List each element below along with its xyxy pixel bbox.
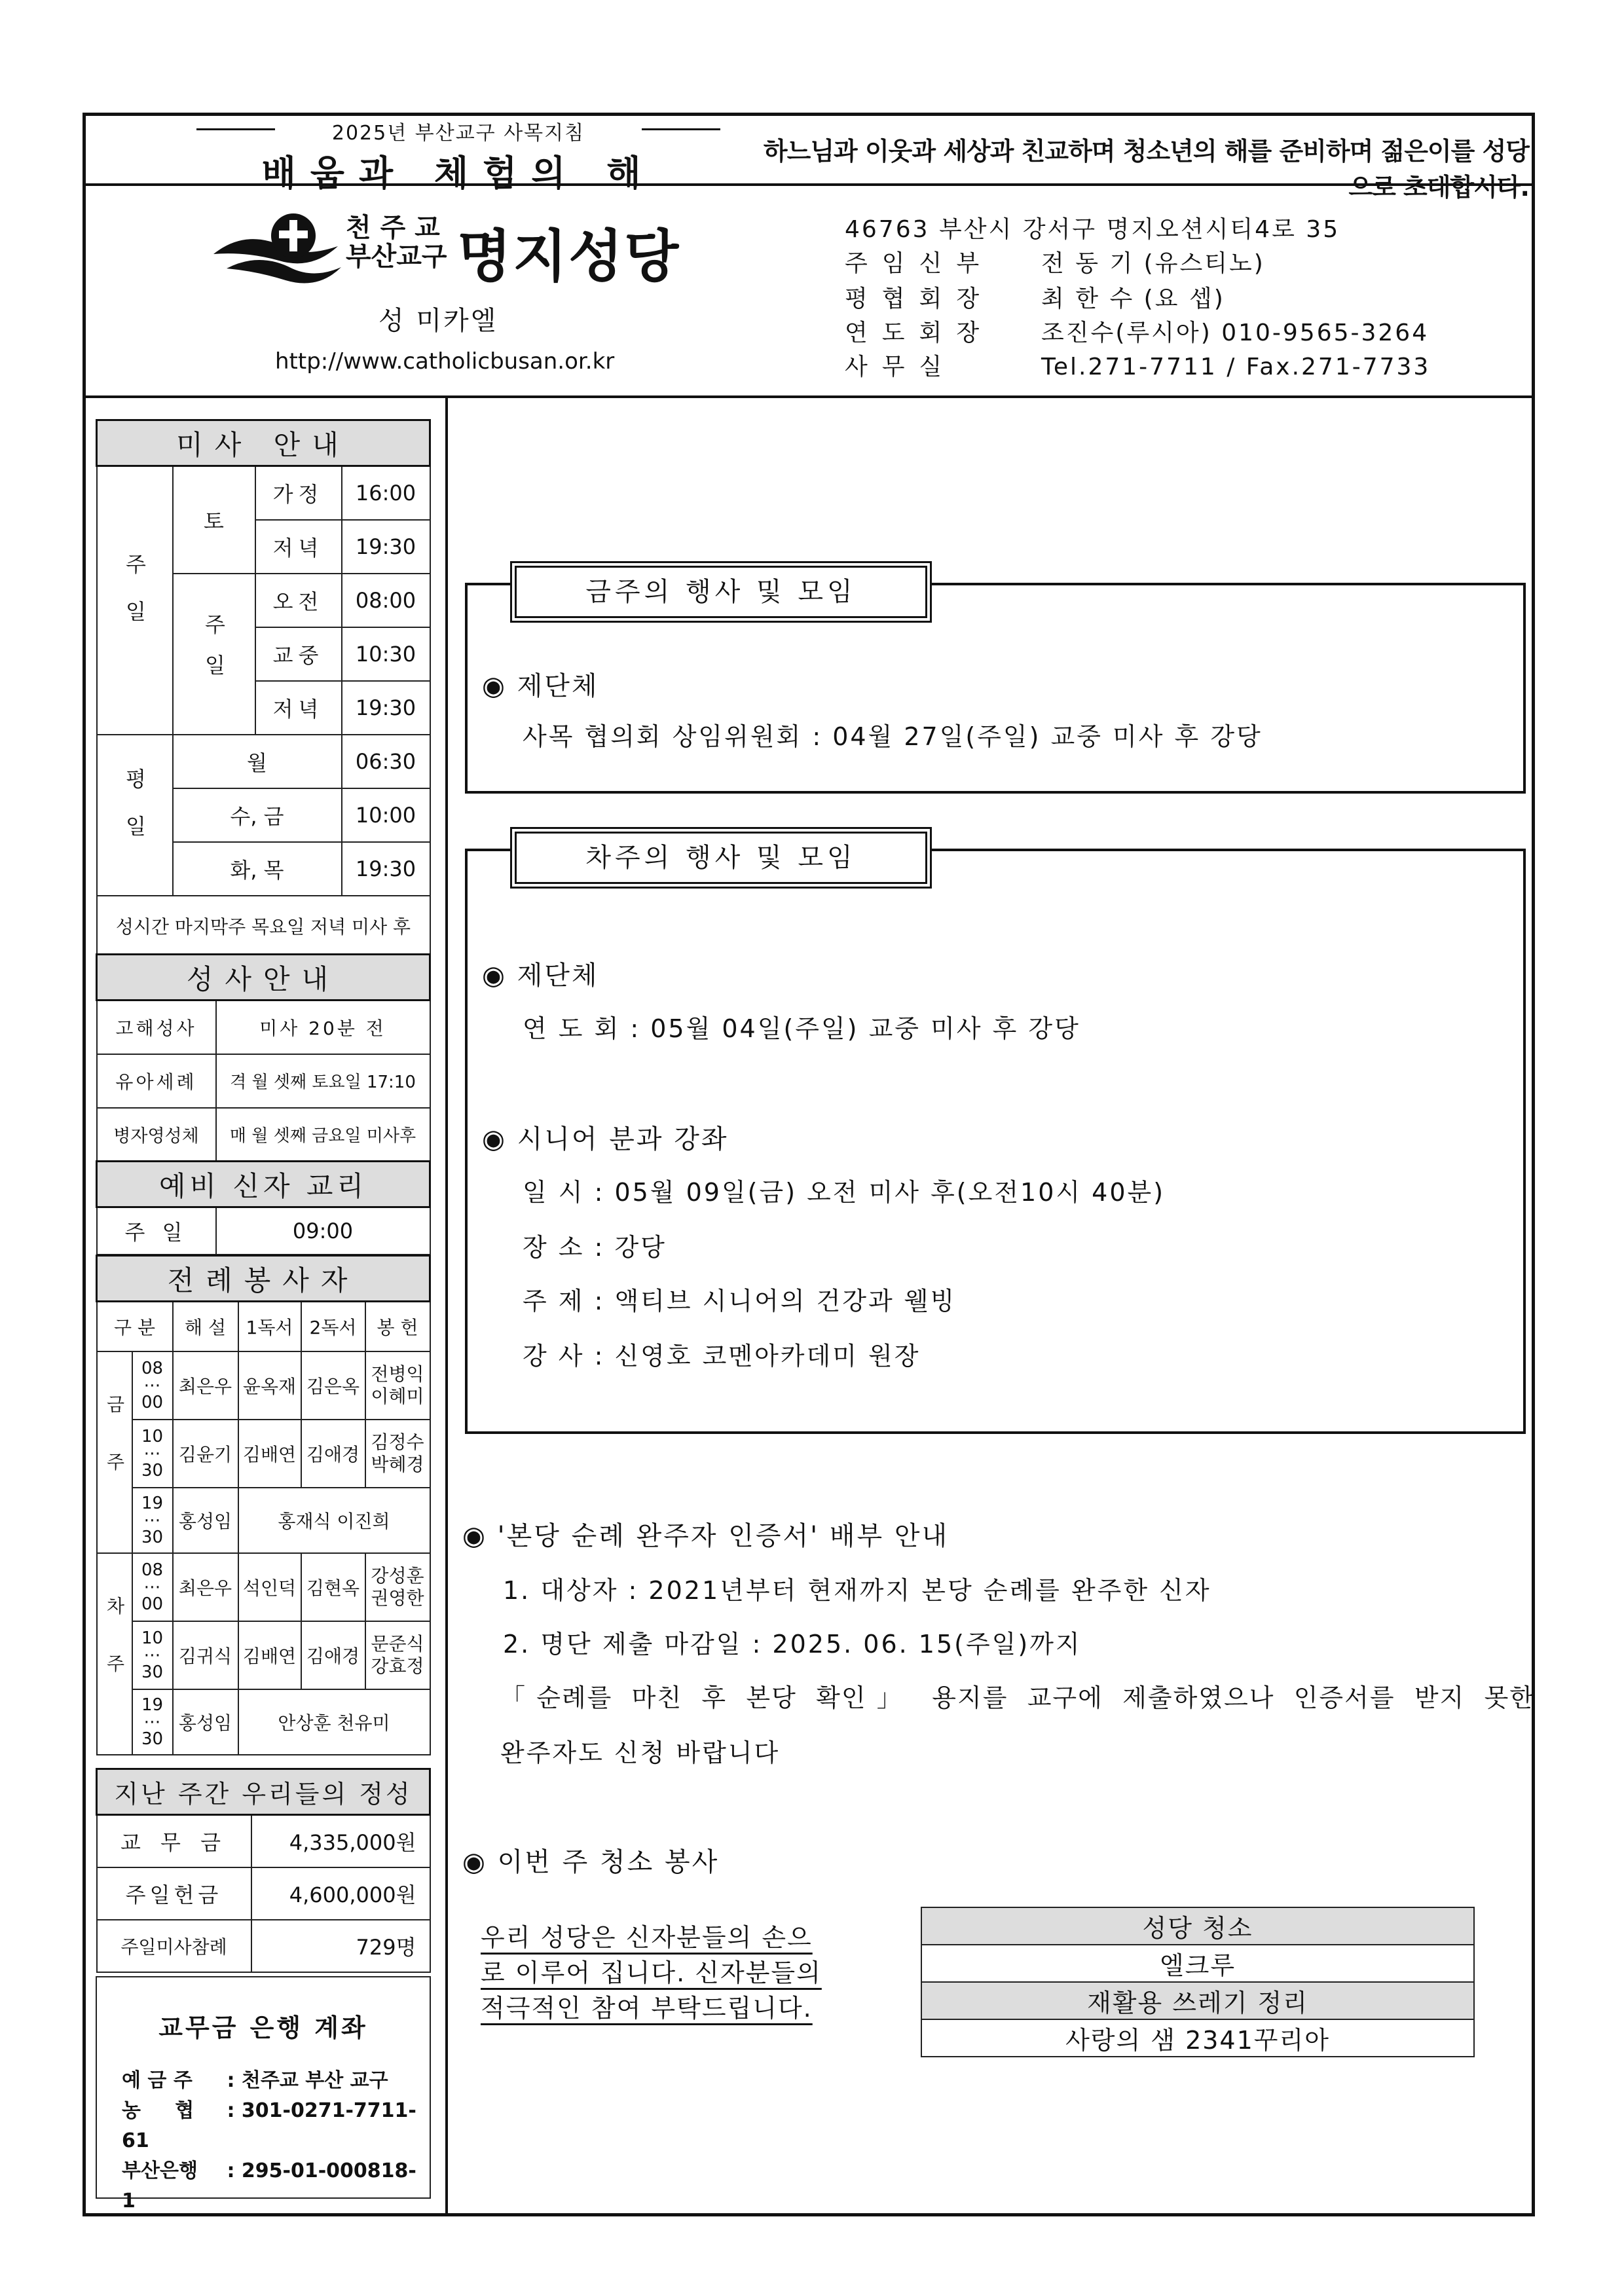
next-week-label: 차주: [97, 1553, 132, 1755]
cleaning-cell: 사랑의 샘 2341꾸리아: [921, 2019, 1474, 2057]
sunday-label: 주일: [97, 466, 173, 735]
next-week-title: 차주의 행사 및 모임: [515, 832, 927, 884]
mass-name: 저녁: [255, 520, 342, 574]
offertory-name: 권영한: [371, 1587, 424, 1609]
contact-value: 전 동 기 (유스티노): [1041, 250, 1265, 277]
server-cell: 홍성임: [173, 1689, 238, 1755]
bank-key: 부산은행: [122, 2159, 198, 2182]
server-cell: 윤옥재: [238, 1351, 301, 1420]
server-cell: 홍성임: [173, 1488, 238, 1553]
contact-priest: [845, 245, 1265, 278]
mass-name: 가정: [255, 466, 342, 520]
pilgrim-line: 「순례를 마친 후 본당 확인」 용지를 교구에 제출하였으나 인증서를 받지 못한: [500, 1683, 1535, 1712]
minute: 00: [141, 1594, 164, 1614]
server-cell: 최은우: [173, 1553, 238, 1621]
contact-label: 사무실: [845, 354, 957, 380]
servers-table: [96, 1255, 431, 1755]
sunday-sub-label: 주일: [173, 574, 255, 735]
pilgrim-line: 1. 대상자 : 2021년부터 현재까지 본당 순례를 완주한 신자: [503, 1576, 1211, 1605]
offertory-name: 강효정: [371, 1655, 424, 1677]
senior-detail: 주 제 : 액티브 시니어의 건강과 웰빙: [523, 1287, 957, 1315]
offering-table: [96, 1768, 431, 1973]
sacrament-name: 고해성사: [97, 1001, 216, 1054]
bank-line: 농 협 : 301-0271-7711-61: [122, 2096, 430, 2156]
weekday-day: 수, 금: [173, 788, 342, 842]
logo-diocese-text: [346, 213, 447, 271]
cleaning-bullet: ◉ 이번 주 청소 봉사: [462, 1847, 720, 1877]
contact-label: 연도회장: [845, 320, 994, 346]
offertory-name: 김정수: [371, 1431, 424, 1453]
weekday-time: 19:30: [342, 842, 430, 896]
server-cell: 김애경: [301, 1621, 365, 1689]
sacrament-value: 미사 20분 전: [216, 1001, 430, 1054]
senior-detail: 장 소 : 강당: [523, 1233, 667, 1262]
bank-key: 농 협: [122, 2099, 194, 2122]
bank-key: 예 금 주: [122, 2069, 193, 2092]
bank-value: 301-0271-7711-61: [122, 2099, 416, 2152]
server-merged-cell: 홍재식 이진희: [238, 1488, 430, 1553]
mass-time: 19:30: [342, 681, 430, 735]
sacrament-name: 병자영성체: [97, 1108, 216, 1162]
bank-line: 예 금 주 : 천주교 부산 교구: [122, 2066, 430, 2096]
server-cell: [365, 1621, 430, 1689]
this-week-title: 금주의 행사 및 모임: [515, 566, 927, 618]
contact-value: 최 한 수 (요 셉): [1041, 285, 1225, 312]
offering-name: 교 무 금: [97, 1815, 251, 1867]
server-cell: [365, 1351, 430, 1420]
minute: 30: [141, 1729, 164, 1749]
weekday-time: 10:00: [342, 788, 430, 842]
minute: 30: [141, 1527, 164, 1547]
logo-line-2: 부산교구: [346, 242, 447, 272]
server-merged-cell: 안상훈 천유미: [238, 1689, 430, 1755]
note-line: 로 이루어 집니다. 신자분들의: [481, 1958, 822, 1987]
minute: 30: [141, 1460, 164, 1480]
offering-value: 4,600,000원: [251, 1867, 430, 1920]
catechism-title: 예비 신자 교리: [97, 1162, 430, 1207]
pilgrim-line: 완주자도 신청 바랍니다: [500, 1738, 781, 1767]
bank-box: [96, 1976, 431, 2212]
server-time: 08 ⋯ 00: [132, 1553, 173, 1621]
mass-title: 미사 안내: [97, 420, 430, 466]
hour: 08: [141, 1358, 164, 1378]
offering-value: 4,335,000원: [251, 1815, 430, 1867]
offertory-name: 이혜미: [371, 1385, 424, 1407]
bank-lines: [122, 2066, 430, 2216]
mass-time: 08:00: [342, 574, 430, 627]
column-divider: [445, 395, 448, 2216]
servers-header: 구 분: [97, 1302, 173, 1351]
server-cell: 김현옥: [301, 1553, 365, 1621]
diocese-logo-icon: [207, 208, 351, 293]
catechism-table: [96, 1160, 431, 1255]
offering-value: 729명: [251, 1920, 430, 1972]
server-time: 10 ⋯ 30: [132, 1621, 173, 1689]
offering-name: 주일헌금: [97, 1867, 251, 1920]
cleaning-table: [921, 1907, 1475, 2057]
weekday-day: 화, 목: [173, 842, 342, 896]
this-week-bullet: ◉ 제단체: [482, 671, 599, 701]
parish-address: 46763 부산시 강서구 명지오션시티4로 35: [845, 216, 1340, 243]
server-cell: [365, 1553, 430, 1621]
contact-council: [845, 280, 1225, 314]
server-cell: 석인덕: [238, 1553, 301, 1621]
server-cell: 김윤기: [173, 1420, 238, 1488]
contact-yeondo: [845, 314, 1429, 348]
contact-label: 평협회장: [845, 285, 994, 312]
bank-value: 천주교 부산 교구: [241, 2069, 388, 2092]
mass-name: 교중: [255, 627, 342, 681]
cleaning-note: [481, 1920, 874, 2026]
invitation-slogan: 하느님과 이웃과 세상과 친교하며 청소년의 해를 준비하며 젊은이를 성당으로 초대합시다.: [763, 137, 1529, 202]
patron-saint: 성 미카엘: [378, 306, 498, 336]
minute: 30: [141, 1662, 164, 1682]
sacrament-title: 성사안내: [97, 955, 430, 1001]
bank-value: 295-01-000818-1: [122, 2159, 416, 2212]
server-cell: 김은옥: [301, 1351, 365, 1420]
contact-label: 주임신부: [845, 250, 994, 277]
catechism-day: 주 일: [97, 1207, 216, 1255]
server-cell: 김애경: [301, 1420, 365, 1488]
bank-line: 부산은행 : 295-01-000818-1: [122, 2156, 430, 2216]
servers-header: 2독서: [301, 1302, 365, 1351]
server-time: 19 ⋯ 30: [132, 1488, 173, 1553]
holy-hour-note: 성시간 마지막주 목요일 저녁 미사 후: [97, 896, 430, 956]
contact-value: 조진수(루시아) 010-9565-3264: [1041, 320, 1430, 346]
offertory-name: 강성훈: [371, 1564, 424, 1587]
servers-header: 해 설: [173, 1302, 238, 1351]
server-cell: 김배연: [238, 1621, 301, 1689]
mass-name: 저녁: [255, 681, 342, 735]
server-time: 19 ⋯ 30: [132, 1689, 173, 1755]
sacrament-name: 유아세례: [97, 1054, 216, 1108]
weekday-time: 06:30: [342, 735, 430, 788]
this-week-line: 사목 협의회 상임위원회 : 04월 27일(주일) 교중 미사 후 강당: [523, 722, 1263, 751]
this-week-label: 금주: [97, 1351, 132, 1553]
parish-divider: [83, 395, 1535, 398]
note-line: 적극적인 참여 부탁드립니다.: [481, 1994, 813, 2023]
minute: 00: [141, 1392, 164, 1412]
server-cell: 김배연: [238, 1420, 301, 1488]
cleaning-cell: 엘크루: [921, 1945, 1474, 1982]
catechism-time: 09:00: [216, 1207, 430, 1255]
offering-title: 지난 주간 우리들의 정성: [97, 1769, 430, 1815]
guideline: 2025년 부산교구 사목지침: [196, 117, 720, 145]
contact-value: Tel.271-7711 / Fax.271-7733: [1041, 354, 1431, 380]
senior-detail: 일 시 : 05월 09일(금) 오전 미사 후(오전10시 40분): [523, 1178, 1166, 1207]
hour: 10: [141, 1426, 164, 1446]
offertory-name: 전병익: [371, 1363, 424, 1385]
weekday-label: 평일: [97, 735, 173, 896]
next-week-bullet-1: ◉ 제단체: [482, 961, 599, 991]
hour: 10: [141, 1628, 164, 1648]
contact-office: [845, 348, 1430, 382]
pilgrim-bullet: ◉ '본당 순례 완주자 인증서' 배부 안내: [462, 1521, 950, 1551]
mass-time: 10:30: [342, 627, 430, 681]
website-link[interactable]: http://www.catholicbusan.or.kr: [275, 348, 615, 375]
parish-name: 명지성당: [457, 224, 680, 289]
server-time: 08 ⋯ 00: [132, 1351, 173, 1420]
offertory-name: 문준식: [371, 1632, 424, 1655]
sacrament-table: [96, 953, 431, 1162]
note-line: 우리 성당은 신자분들의 손으: [481, 1923, 813, 1952]
weekday-day: 월: [173, 735, 342, 788]
server-cell: 최은우: [173, 1351, 238, 1420]
annual-motto: 배움과 체험의 해: [261, 153, 655, 194]
hour: 19: [141, 1493, 164, 1513]
offertory-name: 박혜경: [371, 1453, 424, 1475]
cleaning-cell: 성당 청소: [921, 1907, 1474, 1945]
hour: 08: [141, 1560, 164, 1580]
sacrament-value: 매 월 셋째 금요일 미사후: [216, 1108, 430, 1162]
servers-header: 1독서: [238, 1302, 301, 1351]
mass-time: 19:30: [342, 520, 430, 574]
bank-title: 교무금 은행 계좌: [158, 2013, 368, 2042]
pilgrim-line: 2. 명단 제출 마감일 : 2025. 06. 15(주일)까지: [503, 1630, 1082, 1659]
server-cell: [365, 1420, 430, 1488]
senior-detail: 강 사 : 신영호 코멘아카데미 원장: [523, 1342, 921, 1370]
mass-time: 16:00: [342, 466, 430, 520]
next-week-bullet-2: ◉ 시니어 분과 강좌: [482, 1124, 729, 1154]
servers-header: 봉 헌: [365, 1302, 430, 1351]
next-week-line-1: 연 도 회 : 05월 04일(주일) 교중 미사 후 강당: [523, 1014, 1080, 1043]
offering-name: 주일미사참례: [97, 1920, 251, 1972]
mass-schedule-table: [96, 419, 431, 957]
server-time: 10 ⋯ 30: [132, 1420, 173, 1488]
mass-name: 오전: [255, 574, 342, 627]
sacrament-value: 격 월 셋째 토요일 17:10: [216, 1054, 430, 1108]
servers-title: 전례봉사자: [97, 1256, 430, 1302]
hour: 19: [141, 1695, 164, 1715]
saturday-label: 토: [173, 466, 255, 574]
logo-line-1: 천 주 교: [346, 213, 440, 243]
server-cell: 김귀식: [173, 1621, 238, 1689]
cleaning-cell: 재활용 쓰레기 정리: [921, 1982, 1474, 2019]
